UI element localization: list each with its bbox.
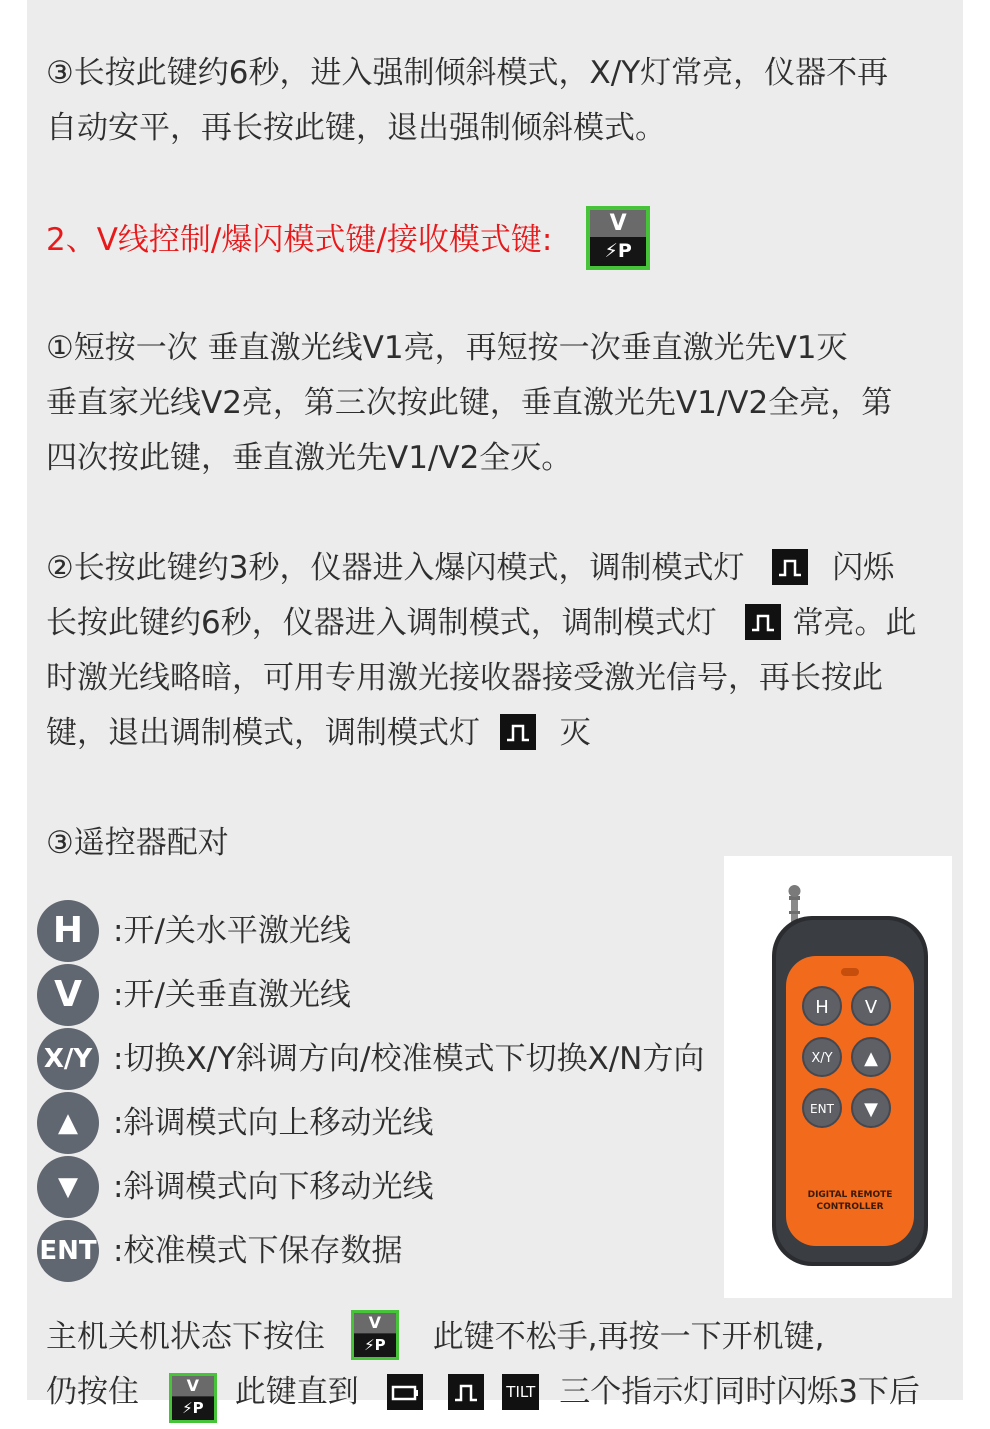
modulation-light-icon — [500, 714, 536, 750]
long-press-line-3: 时激光线略暗，可用专用激光接收器接受激光信号，再长按此 — [46, 660, 883, 696]
remote-photo-xy-label: X/Y — [811, 1051, 833, 1066]
vp-key-icon — [586, 206, 650, 270]
remote-photo-brand-1: DIGITAL REMOTE — [807, 1190, 893, 1200]
bottom-line-2-text: 仍按住 — [46, 1374, 139, 1410]
down-arrow-key-icon: ▼ — [37, 1156, 99, 1218]
long-press-line-1-end: 闪烁 — [832, 550, 895, 586]
remote-controller-photo — [724, 856, 952, 1298]
long-press-line-2-text: 长按此键约6秒，仪器进入调制模式，调制模式灯 — [46, 605, 717, 641]
vp-key-icon-bottom: ⚡P — [354, 1334, 396, 1357]
long-press-line-2-end: 常亮。此 — [792, 605, 917, 641]
vp-key-icon-bottom: ⚡P — [590, 237, 646, 266]
long-press-line-4-text: 键，退出调制模式，调制模式灯 — [46, 715, 480, 751]
remote-photo-up-label: ▲ — [864, 1048, 878, 1069]
long-press-line-2 — [46, 596, 916, 651]
tilt-mode-line-1: ③长按此键约6秒，进入强制倾斜模式，X/Y灯常亮，仪器不再 — [46, 55, 889, 91]
remote-photo-ent-label: ENT — [810, 1102, 834, 1116]
bottom-line-1-end: 此键不松手,再按一下开机键, — [432, 1319, 825, 1355]
remote-photo-v-label: V — [864, 997, 878, 1018]
ent-key-icon: ENT — [37, 1220, 99, 1282]
ent-key-desc: :校准模式下保存数据 — [113, 1233, 403, 1269]
up-key-desc: :斜调模式向上移动光线 — [113, 1105, 434, 1141]
h-key-desc: :开/关水平激光线 — [113, 913, 351, 949]
bottom-line-2 — [46, 1365, 920, 1420]
pairing-heading: ③遥控器配对 — [46, 825, 229, 861]
bottom-line-2-end: 三个指示灯同时闪烁3下后 — [559, 1374, 920, 1410]
modulation-light-icon — [745, 604, 781, 640]
short-press-line-2: 垂直家光线V2亮，第三次按此键，垂直激光先V1/V2全亮，第 — [46, 385, 893, 421]
modulation-light-icon — [772, 549, 808, 585]
xy-key-desc: :切换X/Y斜调方向/校准模式下切换X/N方向 — [113, 1041, 705, 1077]
vp-key-icon-bottom: ⚡P — [172, 1397, 214, 1420]
remote-photo-brand-2: CONTROLLER — [816, 1202, 884, 1212]
bottom-line-1 — [46, 1310, 824, 1365]
vp-key-icon-top: V — [172, 1376, 214, 1396]
section-2-heading — [46, 208, 650, 274]
long-press-line-4-end: 灭 — [559, 715, 591, 751]
long-press-line-4 — [46, 706, 591, 761]
long-press-line-1-text: ②长按此键约3秒，仪器进入爆闪模式，调制模式灯 — [46, 550, 745, 586]
bottom-line-2-mid: 此键直到 — [234, 1374, 359, 1410]
section-2-heading-text: 2、V线控制/爆闪模式键/接收模式键: — [46, 222, 553, 258]
vp-key-icon-top: V — [354, 1313, 396, 1333]
tilt-light-icon: TILT — [502, 1374, 539, 1410]
v-key-icon: V — [37, 964, 99, 1026]
bottom-line-1-text: 主机关机状态下按住 — [46, 1319, 325, 1355]
short-press-line-1: ①短按一次 垂直激光线V1亮，再短按一次垂直激光先V1灭 — [46, 330, 848, 366]
xy-key-icon: X/Y — [37, 1028, 99, 1090]
down-key-desc: :斜调模式向下移动光线 — [113, 1169, 434, 1205]
remote-photo-h-label: H — [815, 997, 829, 1018]
battery-light-icon — [387, 1374, 423, 1410]
vp-key-icon — [169, 1373, 217, 1423]
short-press-line-3: 四次按此键，垂直激光先V1/V2全灭。 — [46, 440, 573, 476]
long-press-line-1 — [46, 541, 894, 596]
vp-key-icon — [351, 1310, 399, 1360]
vp-key-icon-top: V — [590, 210, 646, 237]
up-arrow-key-icon: ▲ — [37, 1092, 99, 1154]
tilt-mode-line-2: 自动安平，再长按此键，退出强制倾斜模式。 — [46, 110, 666, 146]
h-key-icon: H — [37, 900, 99, 962]
modulation-light-icon — [448, 1374, 484, 1410]
v-key-desc: :开/关垂直激光线 — [113, 977, 351, 1013]
remote-photo-down-label: ▼ — [864, 1099, 878, 1120]
